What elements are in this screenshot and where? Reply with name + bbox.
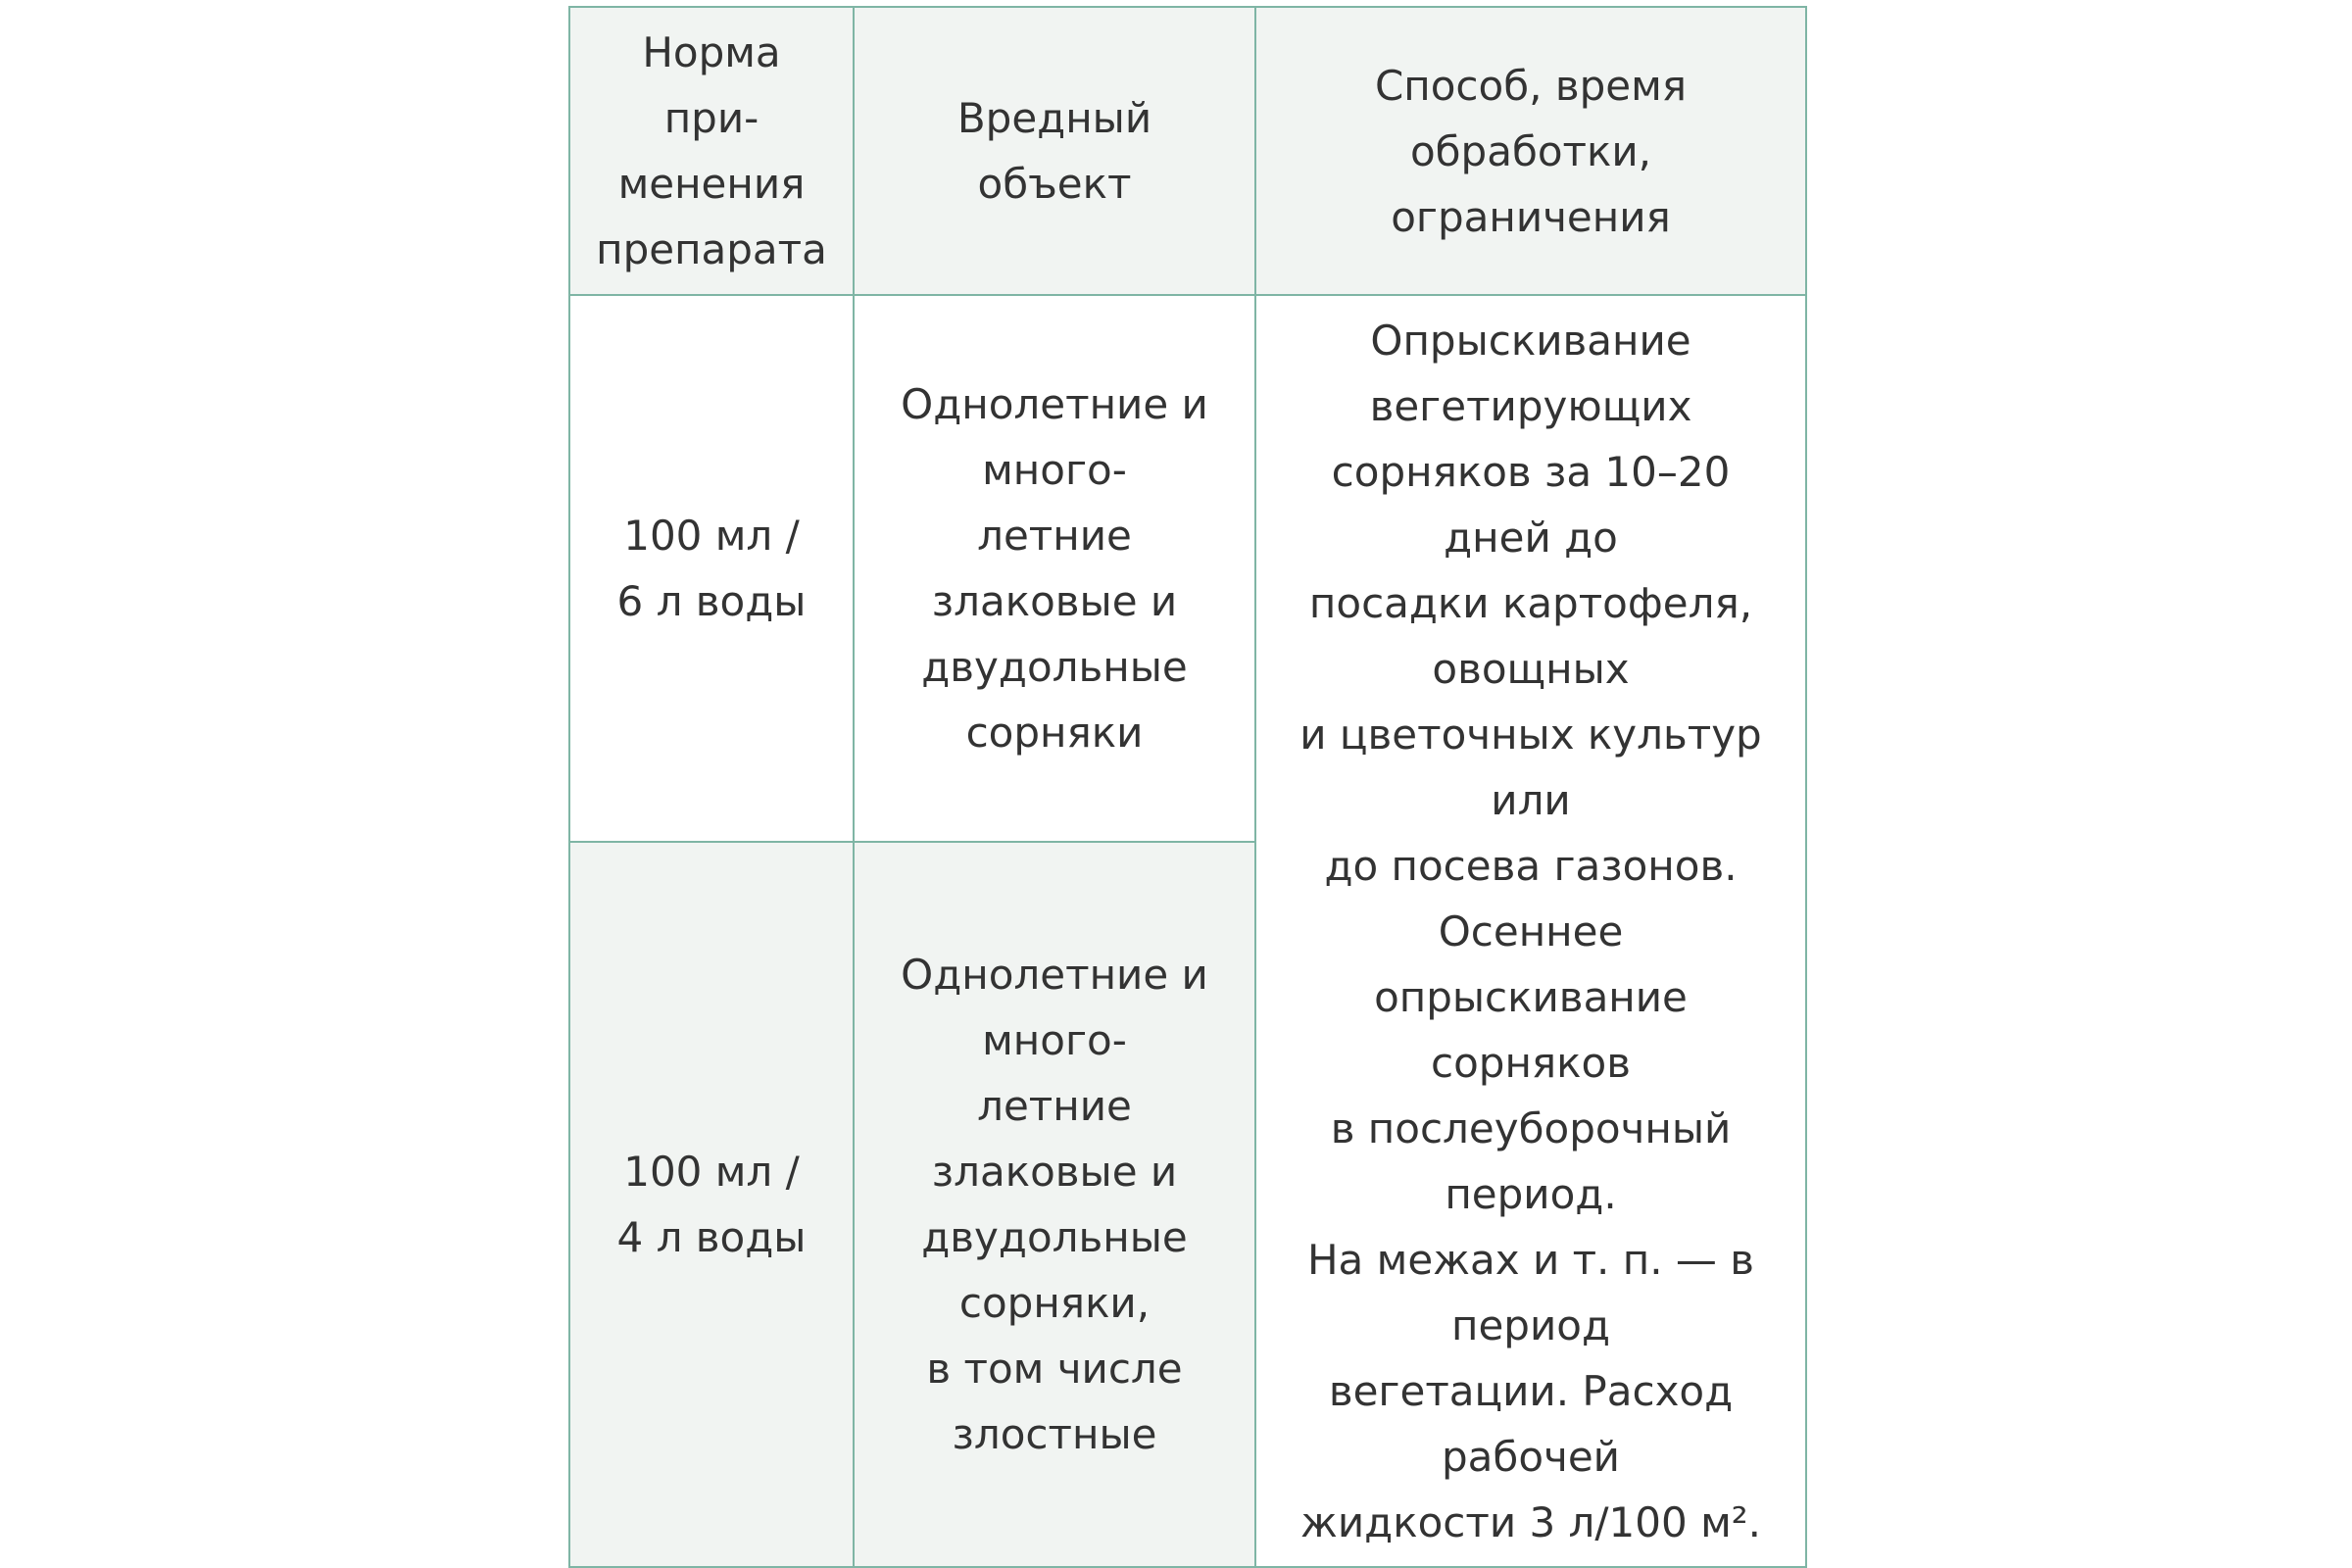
header-target: Вредный объект (854, 7, 1255, 295)
target-cell: Однолетние и много- летние злаковые и двудольные сорняки, в том числе злостные (854, 842, 1255, 1567)
table-row (569, 295, 1806, 842)
rate-cell: 100 мл / 6 л воды (569, 295, 854, 842)
application-rate-table (568, 6, 1807, 1568)
header-rate: Норма при- менения препарата (569, 7, 854, 295)
header-method: Способ, время обработки, ограничения (1255, 7, 1806, 295)
target-cell: Однолетние и много- летние злаковые и двудольные сорняки (854, 295, 1255, 842)
method-cell: Опрыскивание вегетирующих сорняков за 10–20 дней до посадки картофеля, овощных и цветочных культур или до посева газонов. Осеннее опрыскивание сорняков в послеуборочный период. На межах и т. п. — в период вегетации. Расход рабочей жидкости 3 л/100 м². (1255, 295, 1806, 1567)
rate-cell: 100 мл / 4 л воды (569, 842, 854, 1567)
table-header-row (569, 7, 1806, 295)
